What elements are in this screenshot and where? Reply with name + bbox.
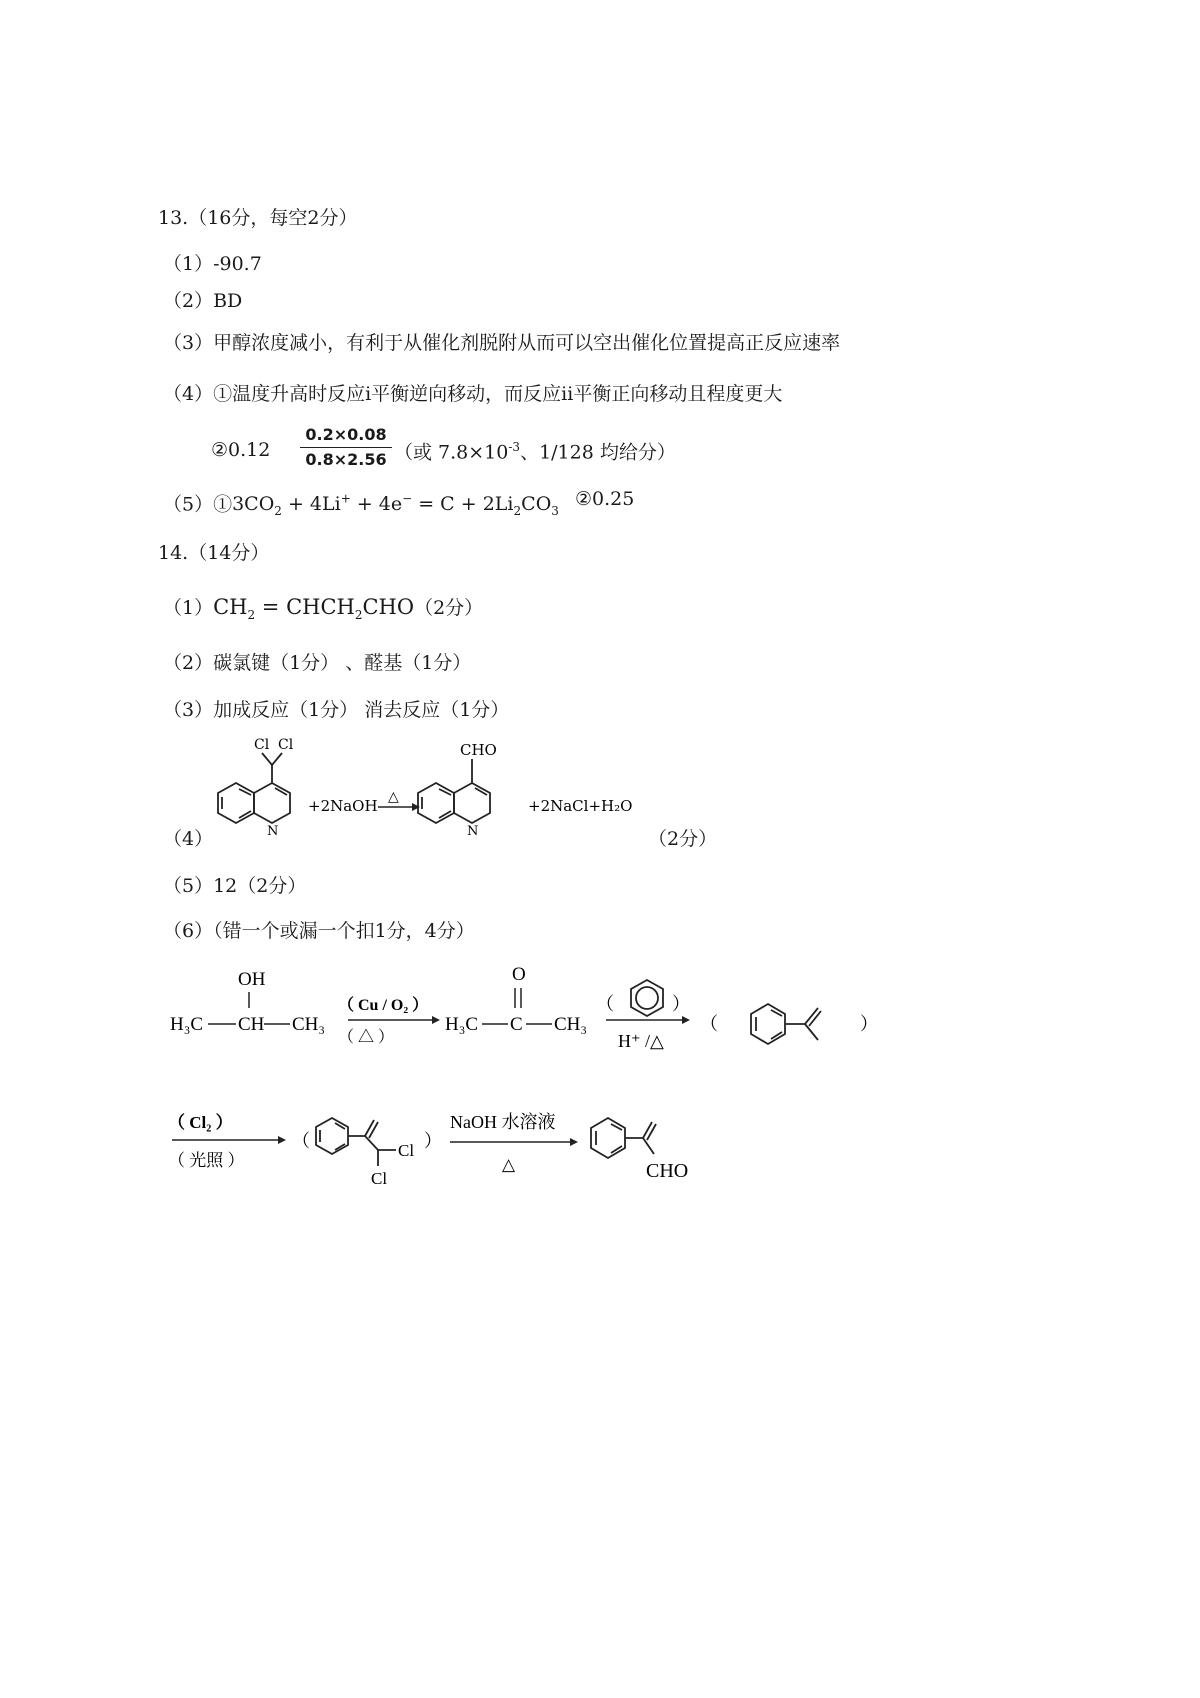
benzene-reagent-structure	[631, 980, 663, 1016]
paren-right-3: ）	[860, 1014, 878, 1034]
q13-answer-4-2-fraction	[300, 425, 392, 470]
note-post: 、1/128 均给分）	[520, 441, 676, 464]
eq-part: CO	[521, 493, 552, 516]
formula-part: CHO	[362, 595, 415, 619]
a5-equation	[232, 492, 559, 519]
eq-part: + 4e	[350, 493, 403, 516]
a1-formula	[213, 595, 415, 623]
chlorine-label-b: Cl	[371, 1169, 388, 1188]
arrow-4-head	[570, 1138, 578, 1146]
methyl-right-2: CH₃	[554, 1014, 588, 1035]
aldehyde-label-2: CHO	[646, 1160, 689, 1182]
q14-answer-1	[163, 595, 483, 627]
condition-heat: △	[388, 789, 399, 805]
hydroxyl-label: OH	[238, 969, 266, 990]
methine: CH	[238, 1014, 265, 1035]
fraction-numerator: 0.2×0.08	[305, 425, 387, 444]
paren-left-3: （	[700, 1014, 718, 1034]
chlorine-label-1: Cl	[254, 737, 270, 753]
q13-answer-3: （3）甲醇浓度减小，有利于从催化剂脱附从而可以空出催化位置提高正反应速率	[163, 332, 841, 354]
methyl-left: H₃C	[170, 1014, 204, 1035]
formula-sub: 2	[247, 608, 256, 623]
quinoline-aldehyde-structure	[418, 759, 490, 823]
chlorine-label-a: Cl	[398, 1141, 415, 1160]
q13-answer-4-2-note	[394, 435, 676, 464]
synthesis-route-row-1	[160, 960, 960, 1070]
condition-light: （ 光照 ）	[168, 1151, 245, 1170]
fraction-denominator: 0.8×2.56	[305, 450, 387, 469]
q13-answer-4-2-value: ②0.12	[211, 439, 271, 461]
condition-heat-1: （ △ ）	[338, 1029, 395, 1046]
carbonyl-oxygen: O	[512, 964, 526, 985]
arrow-2-head	[682, 1016, 690, 1024]
methyl-right: CH₃	[292, 1014, 326, 1035]
nitrogen-label-2: N	[467, 824, 479, 839]
reagent-naoh: +2NaOH	[308, 797, 378, 815]
eq-part: = C + 2Li	[412, 493, 514, 516]
q14-answer-6: （6）（错一个或漏一个扣1分，4分）	[163, 920, 475, 942]
benzo-ring	[418, 783, 454, 823]
formula-part: CH	[213, 595, 248, 619]
atropaldehyde-structure	[591, 1118, 656, 1158]
formula-part: = CHCH	[255, 595, 355, 619]
arrow-1-head	[432, 1016, 440, 1024]
q13-answer-2: （2）BD	[163, 290, 243, 312]
quinoline-dichloromethyl-structure	[218, 753, 290, 823]
note-sup: -3	[508, 440, 521, 454]
q14-answer-4-score: （2分）	[648, 828, 718, 850]
q13-answer-5-2: ②0.25	[575, 488, 635, 510]
alpha-methylstyrene-structure	[751, 1004, 821, 1044]
condition-acid-heat: H⁺ /△	[618, 1031, 664, 1051]
benzo-ring	[218, 783, 254, 823]
q14-answer-2: （2）碳氯键（1分） 、醛基（1分）	[163, 652, 472, 674]
q14-header: 14.（14分）	[158, 542, 270, 564]
eq-sub: 2	[274, 504, 282, 519]
aromatic-circle	[636, 987, 658, 1009]
a1-suffix: （2分）	[414, 597, 484, 619]
reagent-cu-o2: （ Cu / O₂ ）	[338, 997, 429, 1014]
reagent-cl2: （ Cl₂ ）	[168, 1113, 233, 1132]
fraction-bar	[300, 447, 392, 448]
paren-right-4: ）	[424, 1131, 442, 1151]
eq-sup: −	[402, 492, 413, 506]
arrow-3-head	[278, 1136, 286, 1144]
pyridine-ring	[254, 783, 290, 823]
chlorine-label-2: Cl	[278, 737, 294, 753]
a1-prefix: （1）	[163, 597, 214, 619]
paren-left-2: （	[596, 994, 614, 1014]
q14-answer-3: （3）加成反应（1分） 消去反应（1分）	[163, 699, 510, 721]
q13-header: 13.（16分，每空2分）	[158, 207, 358, 229]
paren-right-2: ）	[672, 994, 690, 1014]
reagent-naoh-aq: NaOH 水溶液	[450, 1112, 556, 1132]
carbonyl-carbon: C	[510, 1014, 523, 1035]
nitrogen-label-1: N	[267, 824, 279, 839]
byproducts: +2NaCl+H₂O	[528, 797, 633, 815]
eq-sup: +	[340, 492, 351, 506]
eq-part: + 4Li	[281, 493, 341, 516]
q14-answer-4-label: （4）	[163, 828, 214, 850]
formula-sub: 2	[354, 608, 363, 623]
eq-sub: 2	[513, 504, 522, 519]
paren-left-4: （	[292, 1131, 310, 1151]
note-pre: （或 7.8×10	[394, 441, 509, 464]
synthesis-route-row-2	[160, 1100, 840, 1210]
dichloride-structure	[316, 1118, 396, 1166]
q13-answer-4-1: （4）①温度升高时反应ⅰ平衡逆向移动，而反应ⅱ平衡正向移动且程度更大	[163, 383, 783, 405]
q13-answer-1: （1）-90.7	[163, 253, 262, 275]
condition-heat-4: △	[502, 1155, 516, 1174]
q13-answer-5	[163, 487, 559, 523]
a5-prefix: （5）①	[163, 493, 233, 516]
eq-sub: 3	[551, 504, 559, 519]
eq-part: 3CO	[232, 493, 275, 516]
pyridine-ring	[454, 783, 490, 823]
aldehyde-label: CHO	[460, 741, 497, 759]
q14-answer-5: （5）12（2分）	[163, 875, 307, 897]
methyl-left-2: H₃C	[445, 1014, 479, 1035]
